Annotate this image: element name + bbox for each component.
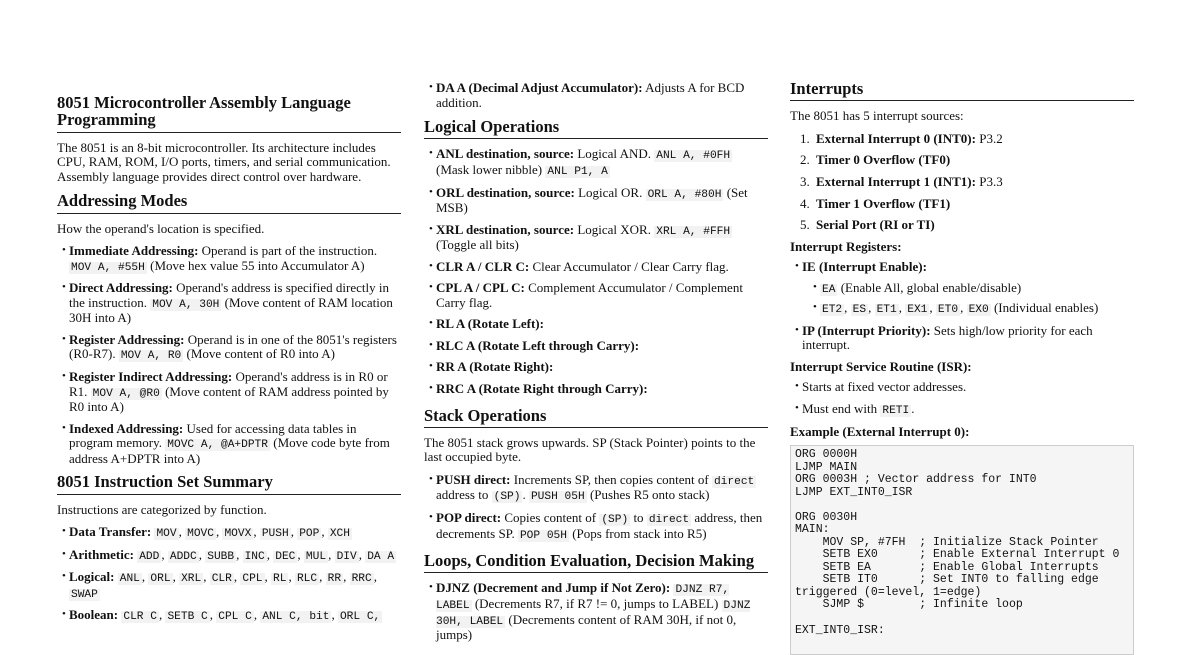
list-item [800, 218, 1134, 233]
item-text: Must end with [802, 400, 878, 416]
code-snippet: (SP) [493, 491, 521, 504]
list-item [69, 333, 401, 363]
list-item [436, 360, 768, 375]
item-label: Direct Addressing: [69, 280, 173, 296]
section-heading-interrupts: Interrupts [790, 80, 1134, 101]
item-text: P3.3 [979, 173, 1003, 189]
code-snippet: DJNZ 30H, LABEL [436, 599, 751, 628]
item-label: External Interrupt 1 (INT1): [816, 173, 976, 189]
item-label: Timer 0 Overflow (TF0) [816, 152, 951, 168]
item-note: (Pushes R5 onto stack) [589, 487, 710, 503]
item-text: (Individual enables) [993, 300, 1099, 316]
item-label: Register Indirect Addressing: [69, 368, 233, 384]
item-note: (Mask lower nibble) [436, 161, 543, 177]
list-item [436, 260, 768, 275]
item-text: Sets high/low priority for each interrupt. [802, 322, 1093, 353]
list-item [436, 147, 768, 178]
item-label: POP direct: [436, 510, 502, 526]
item-note: (Move content of R0 into A) [186, 346, 335, 362]
section-heading-logical: Logical Operations [424, 118, 768, 139]
section-description: The 8051 has 5 interrupt sources: [790, 108, 964, 124]
code-snippet: MOV A, R0 [120, 350, 182, 363]
item-label: CLR A / CLR C: [436, 258, 530, 274]
list-item [436, 473, 768, 504]
item-text: Copies content of [504, 510, 597, 526]
interrupt-registers-list [790, 260, 1134, 353]
code-snippet: ANL [119, 573, 140, 586]
column-right [790, 0, 1134, 655]
item-label: XRL destination, source: [436, 221, 575, 237]
section-heading-loops: Loops, Condition Evaluation, Decision Making [424, 552, 768, 573]
item-text: (Enable All, global enable/disable) [840, 279, 1022, 295]
loops-list [424, 581, 768, 642]
code-snippet: PUSH [261, 528, 289, 541]
item-label: Logical: [69, 569, 115, 585]
instruction-category-list [57, 525, 401, 624]
code-snippet: MOV A, #55H [71, 261, 145, 274]
section-heading-addressing: Addressing Modes [57, 192, 401, 213]
list-item: • Data Transfer: MOV , MOVC , MOVX , PUSH , POP , XCH [69, 525, 401, 541]
list-item [69, 422, 401, 467]
item-label: Boolean: [69, 607, 119, 623]
document-title: 8051 Microcontroller Assembly Language Programming [57, 94, 401, 133]
item-text: Increments SP, then copies content of [513, 471, 709, 487]
code-snippet: ET0 [937, 304, 959, 317]
code-snippet: DJNZ R7, LABEL [436, 584, 730, 612]
code-snippet: CPL [242, 573, 263, 586]
item-label: DJNZ (Decrement and Jump if Not Zero): [436, 580, 671, 596]
item-label: Immediate Addressing: [69, 243, 199, 259]
section-description: How the operand's location is specified. [57, 220, 265, 236]
code-snippet: POP 05H [519, 529, 567, 542]
list-item [436, 339, 768, 354]
code-snippet: RETI [882, 404, 910, 417]
list-item [820, 301, 1134, 317]
item-text: . [522, 487, 526, 503]
code-snippet: (SP) [601, 514, 629, 527]
item-text: to [633, 510, 644, 526]
isr-list [790, 380, 1134, 417]
item-number: 1. [800, 130, 810, 146]
code-snippet: XRL [181, 573, 202, 586]
item-label: IE (Interrupt Enable): [802, 259, 927, 275]
code-snippet: RRC [351, 573, 372, 586]
code-snippet: DIV [336, 550, 357, 563]
item-text: Starts at fixed vector addresses. [802, 379, 967, 395]
code-snippet: MOVC [187, 528, 214, 541]
item-note: (Toggle all bits) [436, 237, 519, 253]
code-snippet: SWAP [71, 588, 98, 601]
list-item [436, 382, 768, 397]
code-snippet: ORL C, [339, 611, 381, 624]
item-label: PUSH direct: [436, 471, 511, 487]
list-item [69, 370, 401, 415]
list-item [436, 281, 768, 310]
code-listing: ORG 0000H LJMP MAIN ORG 0003H ; Vector address for INT0 LJMP EXT_INT0_ISR ORG 0030H MAIN: MOV SP, #7FH ; Initialize Stack Pointer SETB EX0 ; Enable External Interrupt 0 SETB EA ; Enable Global Interrupts SETB IT0 ; Set INT0 to falling edge triggered (0=level, 1=edge) SJMP $ ; Infinite loop EXT_INT0_ISR: [790, 445, 1134, 655]
list-item: • Boolean: CLR C , SETB C , CPL C , ANL C, bit , ORL C, [69, 608, 401, 624]
list-item [436, 223, 768, 253]
code-snippet: ADD [139, 550, 160, 563]
code-snippet: XCH [329, 528, 350, 541]
list-item [802, 260, 1134, 317]
item-note: (Move content of RAM location 30H into A) [69, 294, 393, 326]
code-snippet: INC [244, 550, 265, 563]
item-text: Logical XOR. [577, 221, 651, 237]
item-text: Adjusts A for BCD addition. [436, 80, 745, 110]
code-snippet: ET2 [822, 304, 843, 317]
list-item [436, 581, 768, 642]
code-snippet: EX0 [968, 304, 989, 317]
list-item [802, 324, 1134, 353]
item-text: Operand's address is specified directly in the instruction. [69, 280, 389, 310]
item-text: address to [436, 487, 489, 503]
code-snippet: MOVX [224, 528, 252, 541]
item-text: Logical AND. [577, 146, 651, 162]
intro-paragraph: The 8051 is an 8-bit microcontroller. Its architecture includes CPU, RAM, ROM, I/O ports, timers, and serial communication. Assembly language provides direct control over hardware. [57, 139, 391, 184]
item-text: Logical OR. [578, 184, 643, 200]
item-number: 3. [800, 173, 810, 189]
section-description: Instructions are categorized by function. [57, 501, 267, 517]
code-snippet: ET1 [876, 304, 897, 317]
list-item [436, 511, 768, 542]
item-label: RRC A (Rotate Right through Carry): [436, 380, 648, 396]
code-snippet: MOV [156, 528, 177, 541]
item-label: Arithmetic: [69, 546, 134, 562]
item-label: RR A (Rotate Right): [436, 359, 554, 375]
code-snippet: ES [852, 304, 867, 317]
subheading-interrupt-registers: Interrupt Registers: [790, 238, 902, 254]
item-text: Operand is part of the instruction. [201, 243, 378, 259]
list-item [800, 175, 1134, 190]
item-text: address, then decrements SP. [436, 510, 763, 541]
item-text: Operand's address is in R0 or R1. [69, 368, 388, 399]
code-snippet: SETB C [167, 611, 208, 624]
code-snippet: ANL A, #0FH [656, 150, 731, 163]
list-item [800, 153, 1134, 168]
item-label: ANL destination, source: [436, 146, 575, 162]
code-snippet: direct [713, 475, 755, 488]
item-number: 4. [800, 195, 810, 211]
item-label: ORL destination, source: [436, 184, 575, 200]
item-text: . [911, 400, 915, 416]
code-snippet: EX1 [907, 304, 928, 317]
code-snippet: EA [822, 283, 836, 296]
arithmetic-continued-list [424, 81, 768, 110]
item-note: (Move hex value 55 into Accumulator A) [150, 257, 365, 273]
item-label: CPL A / CPL C: [436, 280, 525, 296]
item-label: IP (Interrupt Priority): [802, 322, 931, 338]
code-snippet: CLR C [123, 611, 157, 624]
subheading-example: Example (External Interrupt 0): [790, 423, 970, 439]
code-snippet: ANL C, bit [262, 611, 330, 624]
item-text: (Decrements R7, if R7 != 0, jumps to LABEL) [474, 595, 719, 611]
item-label: RL A (Rotate Left): [436, 316, 544, 332]
addressing-list [57, 244, 401, 466]
column-left [57, 0, 401, 631]
list-item [800, 132, 1134, 147]
list-item [436, 186, 768, 216]
item-text: Operand is in one of the 8051's registers (R0-R7). [69, 331, 397, 362]
list-item: • Logical: ANL , ORL , XRL , CLR , CPL , RL , RLC , RR , RRC , SWAP [69, 570, 401, 601]
subheading-isr: Interrupt Service Routine (ISR): [790, 358, 972, 374]
code-snippet: direct [648, 514, 690, 527]
code-snippet: POP [299, 528, 320, 541]
item-text: P3.2 [979, 130, 1003, 146]
item-note: (Move content of RAM address pointed by R0 into A) [69, 383, 389, 415]
item-label: Indexed Addressing: [69, 420, 184, 436]
section-heading-instruction-set: 8051 Instruction Set Summary [57, 473, 401, 494]
code-snippet: SUBB [207, 550, 235, 563]
item-note: (Set MSB) [436, 184, 748, 216]
list-item [820, 281, 1134, 297]
section-heading-stack: Stack Operations [424, 407, 768, 428]
item-text: (Decrements content of RAM 30H, if not 0, jumps) [436, 611, 737, 643]
item-number: 2. [800, 152, 810, 168]
list-item [802, 380, 1134, 395]
item-label: Timer 1 Overflow (TF1) [816, 195, 951, 211]
code-snippet: MUL [305, 550, 327, 563]
item-note: (Pops from stack into R5) [572, 525, 707, 541]
item-text: Clear Accumulator / Clear Carry flag. [532, 258, 729, 274]
code-snippet: RL [273, 573, 287, 586]
column-middle [424, 0, 768, 650]
code-snippet: XRL A, #FFH [656, 225, 731, 238]
list-item [802, 402, 1134, 418]
list-item [800, 197, 1134, 212]
item-label: Register Addressing: [69, 331, 185, 347]
code-snippet: RR [327, 573, 342, 586]
code-snippet: DEC [275, 550, 296, 563]
item-note: (Move code byte from address A+DPTR into A) [69, 435, 390, 466]
item-label: DA A (Decimal Adjust Accumulator): [436, 80, 643, 95]
item-number: 5. [800, 217, 810, 233]
code-snippet: PUSH 05H [530, 491, 585, 504]
item-label: Serial Port (RI or TI) [816, 217, 935, 233]
code-snippet: ORL A, #80H [647, 188, 722, 201]
code-snippet: ANL P1, A [547, 165, 608, 178]
list-item [69, 244, 401, 274]
list-item [69, 281, 401, 326]
code-snippet: ADDC [169, 550, 197, 563]
code-snippet: MOVC A, @A+DPTR [167, 439, 268, 452]
code-snippet: MOV A, @R0 [92, 387, 160, 400]
item-label: RLC A (Rotate Left through Carry): [436, 337, 640, 353]
ie-bit-codes: ET2 , ES , ET1 , EX1 , ET0 , EX0 [822, 300, 989, 317]
code-snippet: CLR [211, 573, 232, 586]
list-item [436, 317, 768, 332]
item-label: Data Transfer: [69, 524, 152, 540]
interrupt-sources-list [790, 132, 1134, 233]
code-snippet: MOV A, 30H [152, 298, 220, 311]
code-snippet: RLC [296, 573, 318, 586]
section-description: The 8051 stack grows upwards. SP (Stack Pointer) points to the last occupied byte. [424, 434, 756, 465]
item-text: Complement Accumulator / Complement Carry flag. [436, 280, 743, 310]
item-text: Used for accessing data tables in program memory. [69, 420, 357, 451]
code-snippet: CPL C [218, 611, 252, 624]
code-snippet: ORL [150, 573, 171, 586]
list-item: • Arithmetic: ADD , ADDC , SUBB , INC , DEC , MUL , DIV , DA A [69, 548, 401, 564]
stack-operations-list [424, 473, 768, 542]
logical-operations-list [424, 147, 768, 396]
item-label: External Interrupt 0 (INT0): [816, 130, 976, 146]
ie-bits-list [802, 281, 1134, 317]
code-snippet: DA A [367, 550, 395, 563]
list-item [436, 81, 768, 110]
